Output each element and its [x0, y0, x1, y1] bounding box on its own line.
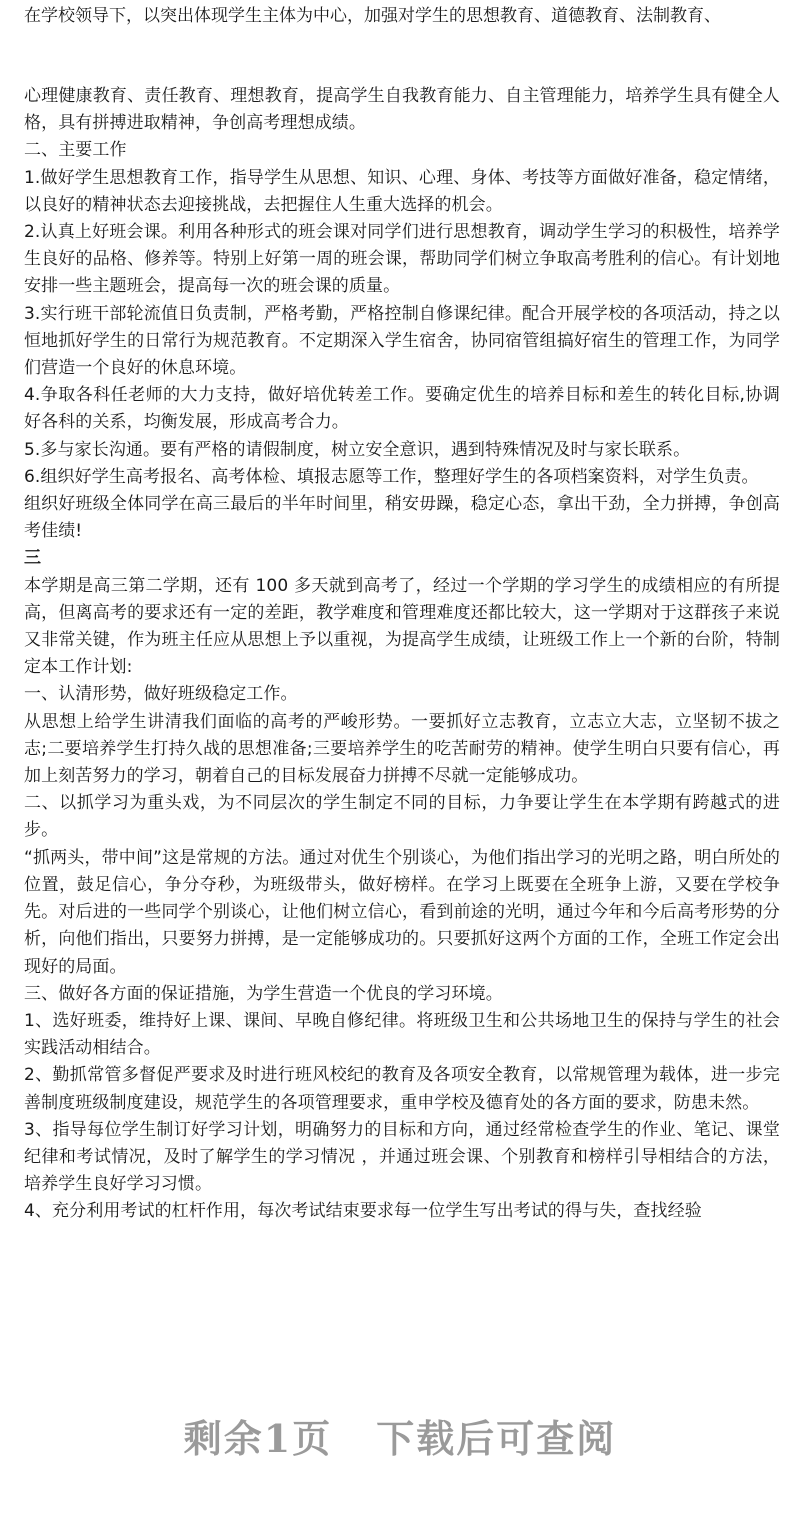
paragraph: 1.做好学生思想教育工作，指导学生从思想、知识、心理、身体、考技等方面做好准备，稳定情绪，以良好的精神状态去迎接挑战，去把握住人生重大选择的机会。	[24, 167, 780, 215]
paragraph: 三、做好各方面的保证措施，为学生营造一个优良的学习环境。	[24, 983, 503, 1004]
download-to-view-text: 下载后可查阅	[376, 1416, 617, 1461]
paragraph: 三	[24, 548, 42, 569]
paragraph: 4.争取各科任老师的大力支持，做好培优转差工作。要确定优生的培养目标和差生的转化目标,协调好各科的关系，均衡发展，形成高考合力。	[24, 385, 780, 433]
paragraph: 6.组织好学生高考报名、高考体检、填报志愿等工作，整理好学生的各项档案资料，对学生负责。	[24, 466, 759, 487]
paragraph: 二、以抓学习为重头戏，为不同层次的学生制定不同的目标，力争要让学生在本学期有跨越式的进步。	[24, 793, 780, 841]
paragraph: 从思想上给学生讲清我们面临的高考的严峻形势。一要抓好立志教育，立志立大志，立坚韧不拔之志;二要培养学生打持久战的思想准备;三要培养学生的吃苦耐劳的精神。使学生明白只要有信心，再加上刻苦努力的学习，朝着自己的目标发展奋力拼搏不尽就一定能够成功。	[24, 711, 780, 787]
paragraph: 4、充分利用考试的杠杆作用，每次考试结束要求每一位学生写出考试的得与失，查找经验	[24, 1201, 702, 1222]
paragraph: 5.多与家长沟通。要有严格的请假制度，树立安全意识，遇到特殊情况及时与家长联系。	[24, 439, 691, 460]
paragraph: 组织好班级全体同学在高三最后的半年时间里，稍安毋躁，稳定心态，拿出干劲，全力拼搏，争创高考佳绩!	[24, 494, 780, 542]
paragraph: 本学期是高三第二学期，还有 100 多天就到高考了，经过一个学期的学习学生的成绩相应的有所提高，但离高考的要求还有一定的差距，教学难度和管理难度还都比较大，这一学期对于这群孩子来说又非常关键，作为班主任应从思想上予以重视，为提高学生成绩，让班级工作上一个新的台阶，特制定本工作计划:	[24, 575, 780, 678]
document-body	[24, 83, 780, 1226]
paragraph: 二、主要工作	[24, 140, 127, 161]
paragraph: 3、指导每位学生制订好学习计划，明确努力的目标和方向，通过经常检查学生的作业、笔记、课堂纪律和考试情况，及时了解学生的学习情况 ，并通过班会课、个别教育和榜样引导相结合的方法，培养学生良好学习习惯。	[24, 1119, 780, 1195]
remaining-pages-text: 剩余1页	[183, 1416, 333, 1461]
paragraph: 3.实行班干部轮流值日负责制，严格考勤，严格控制自修课纪律。配合开展学校的各项活动，持之以恒地抓好学生的日常行为规范教育。不定期深入学生宿舍，协同宿管组搞好宿生的管理工作，为同学们营造一个良好的休息环境。	[24, 303, 780, 379]
first-line: 在学校领导下，以突出体现学生主体为中心，加强对学生的思想教育、道德教育、法制教育、	[24, 6, 721, 26]
paragraph: 一、认清形势，做好班级稳定工作。	[24, 684, 298, 705]
paragraph: “抓两头，带中间”这是常规的方法。通过对优生个别谈心，为他们指出学习的光明之路，明白所处的位置，鼓足信心，争分夺秒，为班级带头，做好榜样。在学习上既要在全班争上游，又要在学校争先。对后进的一些同学个别谈心，让他们树立信心，看到前途的光明，通过今年和今后高考形势的分析，向他们指出，只要努力拼搏，是一定能够成功的。只要抓好这两个方面的工作，全班工作定会出现好的局面。	[24, 847, 780, 977]
paragraph: 2、勤抓常管多督促严要求及时进行班风校纪的教育及各项安全教育，以常规管理为载体，进一步完善制度班级制度建设，规范学生的各项管理要求，重申学校及德育处的各方面的要求，防患未然。	[24, 1065, 780, 1113]
paragraph: 1、选好班委，维持好上课、课间、早晚自修纪律。将班级卫生和公共场地卫生的保持与学生的社会实践活动相结合。	[24, 1010, 780, 1059]
remaining-pages-banner[interactable]	[0, 1408, 800, 1463]
paragraph: 心理健康教育、责任教育、理想教育，提高学生自我教育能力、自主管理能力，培养学生具有健全人格，具有拼搏进取精神，争创高考理想成绩。	[24, 86, 780, 134]
paragraph: 2.认真上好班会课。利用各种形式的班会课对同学们进行思想教育，调动学生学习的积极性，培养学生良好的品格、修养等。特别上好第一周的班会课，帮助同学们树立争取高考胜利的信心。有计划地安排一些主题班会，提高每一次的班会课的质量。	[24, 222, 780, 297]
